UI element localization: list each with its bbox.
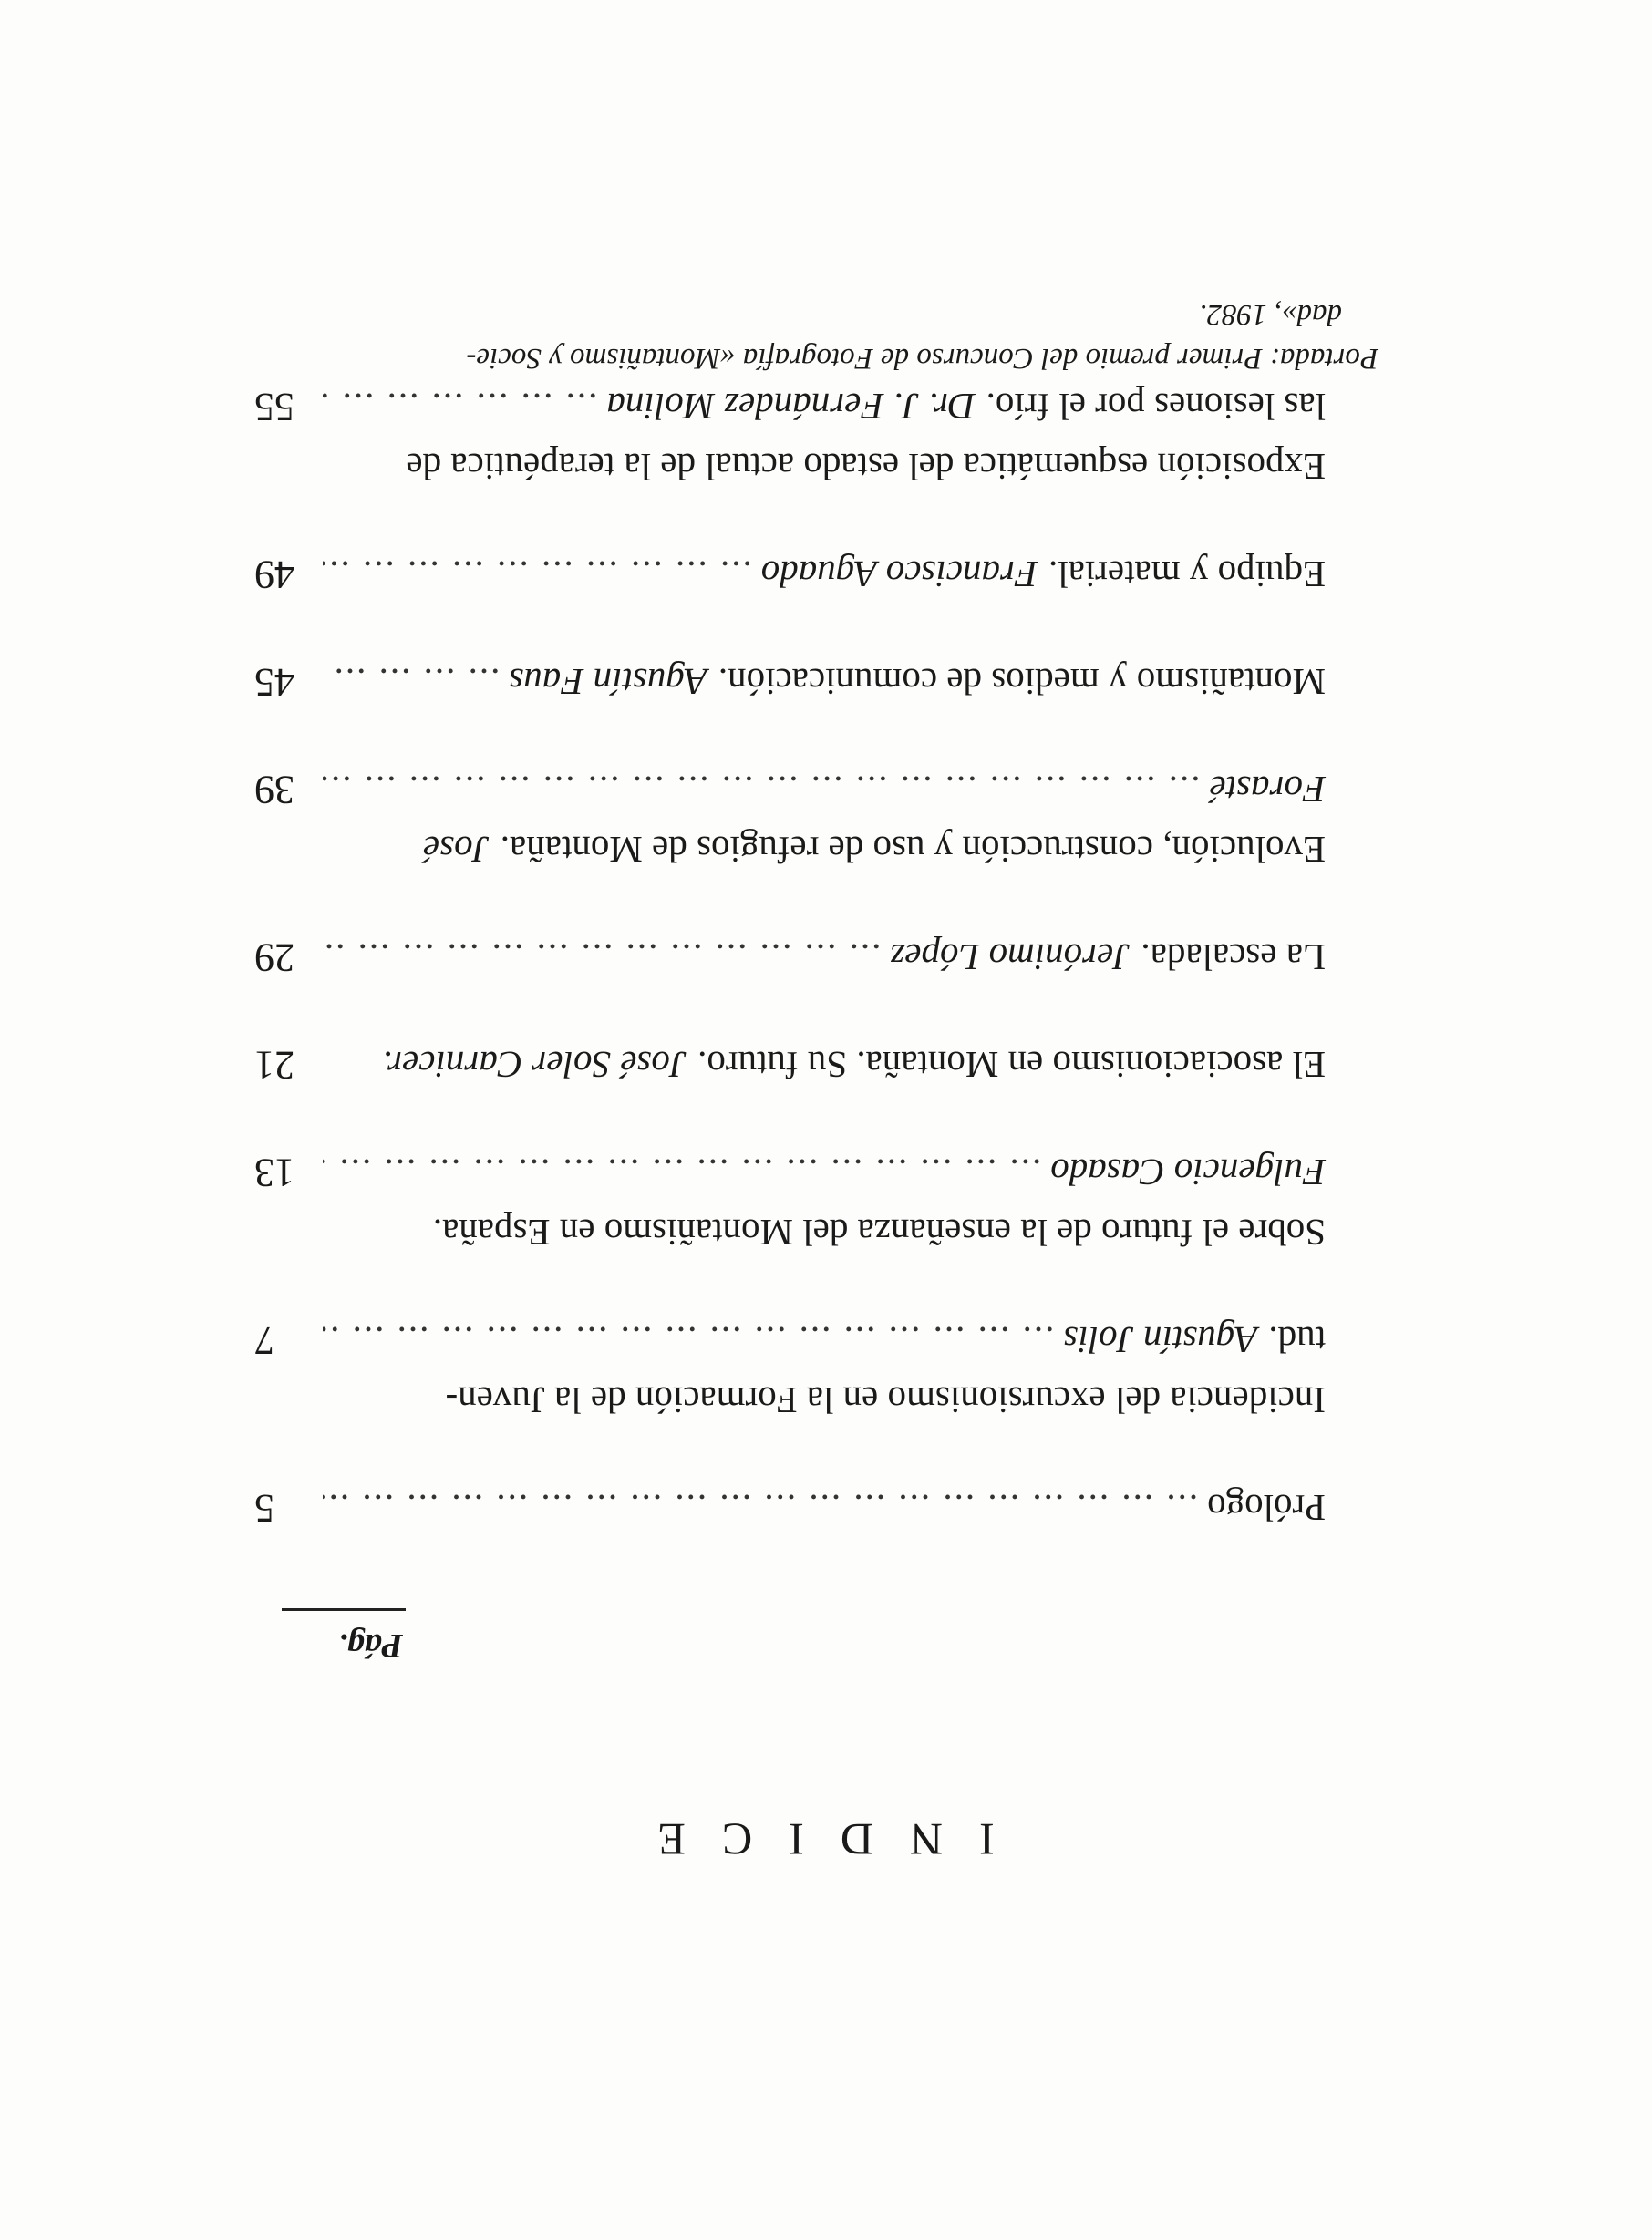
entry-title: Incidencia del excursionismo en la Formación de la Juven- <box>445 1379 1326 1421</box>
header-rule <box>282 1608 406 1611</box>
leader-dots <box>323 544 752 604</box>
entry-title: Prólogo <box>1207 1487 1326 1529</box>
entry-author: Francisco Aguado <box>760 553 1038 595</box>
toc-entry <box>254 1310 1326 1430</box>
entry-author: Forasté <box>1209 769 1326 810</box>
leader-dots <box>323 1142 1041 1203</box>
leader-dots <box>323 1478 1198 1538</box>
entry-author-first: José <box>422 829 490 871</box>
caption-text: Primer premio del Concurso de Fotografía «Montañismo y Socie- <box>466 342 1263 375</box>
entry-title-cont: las lesiones por el frío. <box>986 386 1326 428</box>
entry-page: 49 <box>254 552 294 597</box>
entry-title: Evolución, construcción y uso de refugios de Montaña. <box>500 829 1326 871</box>
leader-dots <box>323 1310 1054 1370</box>
entry-page: 39 <box>254 768 294 812</box>
entry-page: 45 <box>254 660 294 705</box>
page-column-header: Pág. <box>338 1626 403 1665</box>
toc-entry <box>254 1478 1326 1538</box>
entry-title: Equipo y material. <box>1048 553 1326 595</box>
entry-title: El asociacionismo en Montaña. Su futuro. <box>697 1044 1326 1086</box>
cover-caption <box>257 293 1378 380</box>
entry-page: 7 <box>254 1318 274 1363</box>
entry-page: 29 <box>254 935 294 980</box>
entry-title: Montañismo y medios de comunicación. <box>718 661 1326 703</box>
entry-page: 13 <box>254 1151 294 1195</box>
leader-dots <box>323 652 500 712</box>
entry-author: Dr. J. Fernández Molina <box>606 386 976 428</box>
toc-entry <box>254 1035 1326 1095</box>
toc-entry <box>254 759 1326 880</box>
toc-entry <box>254 927 1326 987</box>
entry-author: José Soler Carnicer. <box>382 1044 687 1086</box>
entry-author: Fulgencio Casado <box>1050 1151 1326 1193</box>
entry-page: 55 <box>254 385 294 429</box>
entry-title: Exposición esquemática del estado actual de la terapéutica de <box>406 446 1326 488</box>
entry-author: Agustín Jolis <box>1063 1319 1258 1361</box>
leader-dots <box>323 927 881 987</box>
leader-dots <box>323 377 597 437</box>
entry-title-cont: tud. <box>1268 1319 1326 1361</box>
leader-dots <box>323 759 1200 820</box>
caption-text-cont: dad», 1982. <box>1199 298 1342 331</box>
toc-entry <box>254 544 1326 604</box>
toc-entry <box>254 377 1326 497</box>
entry-page: 21 <box>254 1043 294 1088</box>
toc-entry <box>254 652 1326 712</box>
entry-title: La escalada. <box>1141 936 1326 978</box>
toc-entry <box>254 1142 1326 1263</box>
entry-title: Sobre el futuro de la enseñanza del Montañismo en España. <box>432 1212 1326 1254</box>
entry-page: 5 <box>254 1486 274 1531</box>
page-title: INDICE <box>621 1814 995 1865</box>
caption-label: Portada: <box>1269 342 1378 375</box>
table-of-contents <box>254 329 1326 1538</box>
entry-author: Jerónimo López <box>890 936 1131 978</box>
entry-author: Agustín Faus <box>509 661 707 703</box>
